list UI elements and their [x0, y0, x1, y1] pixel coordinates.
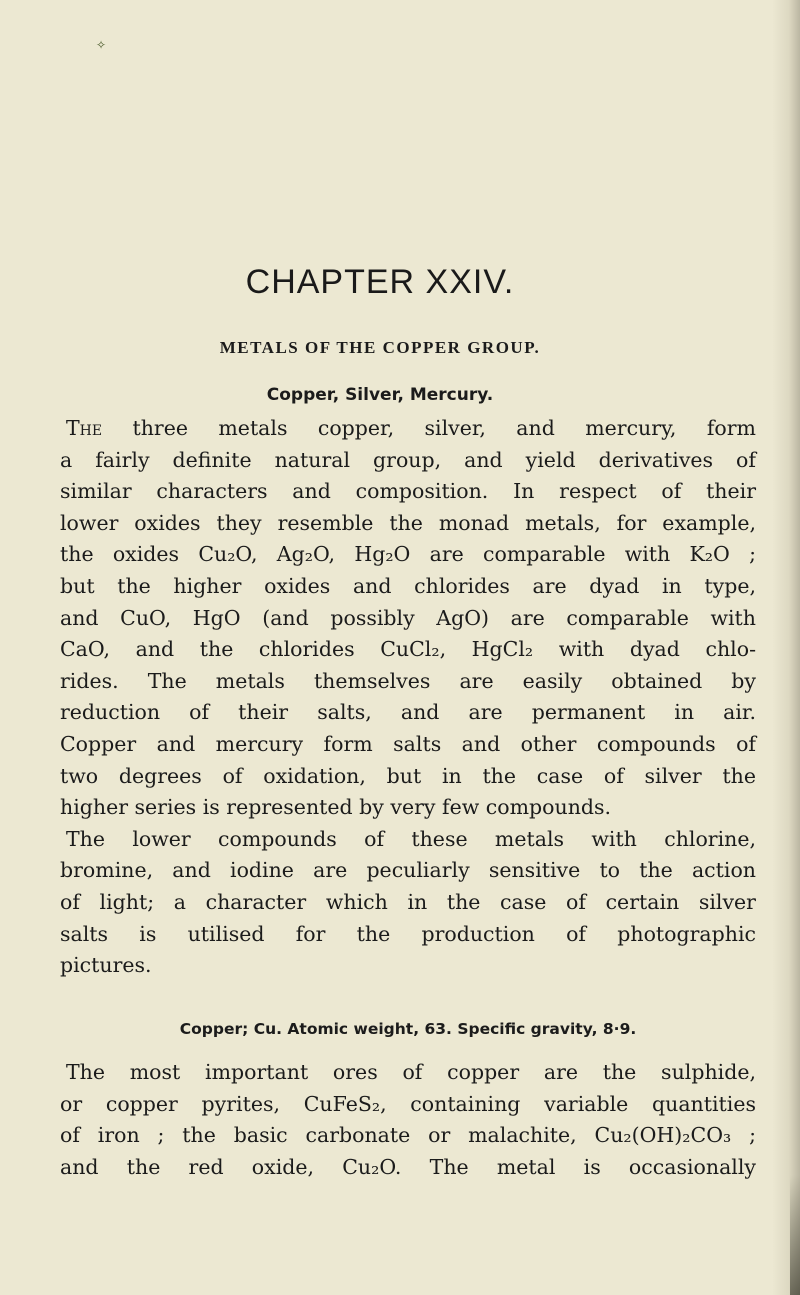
text-line: The lower compounds of these metals with chlorine,	[66, 826, 756, 851]
text-line: but the higher oxides and chlorides are dyad in type,	[60, 573, 756, 598]
text-line: reduction of their salts, and are permanent in air.	[60, 700, 756, 725]
lead-word: The	[66, 416, 103, 440]
chapter-title: CHAPTER XXIV.	[245, 263, 515, 301]
page-corner-shadow	[790, 1175, 800, 1295]
text-line: and the red oxide, Cu₂O. The metal is occasionally	[60, 1154, 756, 1179]
text-line: the oxides Cu₂O, Ag₂O, Hg₂O are comparable with K₂O ;	[60, 542, 756, 567]
text-line: bromine, and iodine are peculiarly sensitive to the action	[60, 858, 756, 883]
text-line: or copper pyrites, CuFeS₂, containing variable quantities	[60, 1091, 756, 1116]
text-line: of iron ; the basic carbonate or malachite, Cu₂(OH)₂CO₃ ;	[60, 1123, 756, 1148]
text-line: two degrees of oxidation, but in the case of silver the	[60, 763, 756, 788]
text-line: pictures.	[60, 953, 152, 978]
page-edge-shadow	[772, 0, 800, 1295]
text-line: higher series is represented by very few compounds.	[60, 795, 612, 820]
text-line: salts is utilised for the production of photographic	[60, 921, 756, 946]
text-line: rides. The metals themselves are easily obtained by	[60, 668, 756, 693]
text-line: a fairly definite natural group, and yield derivatives of	[60, 447, 756, 472]
text-line: Copper and mercury form salts and other compounds of	[60, 731, 756, 756]
text-line: of light; a character which in the case of certain silver	[60, 889, 756, 914]
paragraph-2	[60, 1057, 756, 1183]
paragraph-1	[60, 413, 756, 982]
text-line: lower oxides they resemble the monad metals, for example,	[60, 510, 756, 535]
section-title: METALS OF THE COPPER GROUP.	[219, 338, 541, 357]
printer-mark: ✧	[96, 38, 107, 52]
text-line: and CuO, HgO (and possibly AgO) are comparable with	[60, 605, 756, 630]
text-line: CaO, and the chlorides CuCl₂, HgCl₂ with dyad chlo-	[60, 637, 756, 662]
text-line: The three metals copper, silver, and mercury, form	[66, 416, 756, 440]
copper-heading: Copper; Cu. Atomic weight, 63. Specific gravity, 8·9.	[179, 1020, 637, 1038]
text-line: similar characters and composition. In respect of their	[60, 479, 756, 504]
subheading: Copper, Silver, Mercury.	[266, 385, 494, 405]
text-line: The most important ores of copper are the sulphide,	[66, 1060, 756, 1084]
